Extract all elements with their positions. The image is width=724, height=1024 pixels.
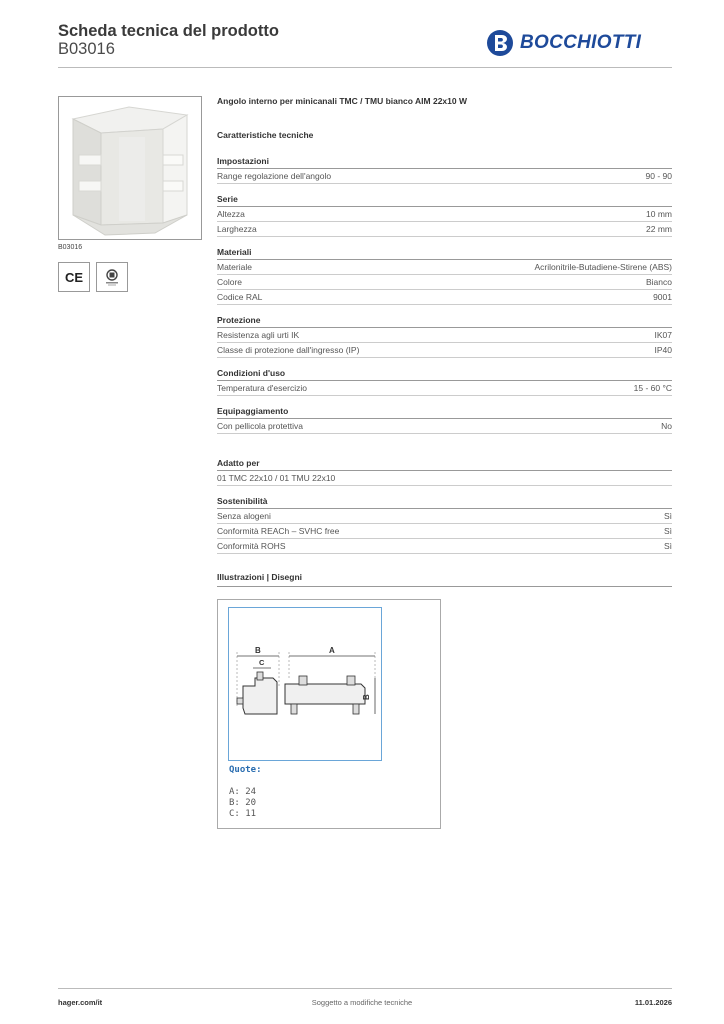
spec-row bbox=[217, 207, 672, 222]
spec-label: Classe di protezione dall'ingresso (IP) bbox=[217, 345, 360, 355]
spec-label: Conformità REACh – SVHC free bbox=[217, 526, 340, 536]
spec-value: 90 - 90 bbox=[645, 171, 672, 181]
label-a: A bbox=[329, 646, 335, 655]
spec-label: Temperatura d'esercizio bbox=[217, 383, 307, 393]
spec-value: Sì bbox=[663, 511, 672, 521]
product-image bbox=[58, 96, 202, 240]
spec-label: Colore bbox=[217, 277, 243, 287]
spec-panel bbox=[217, 96, 672, 587]
spec-row bbox=[217, 509, 672, 524]
quote-c: C: 11 bbox=[229, 809, 257, 819]
product-image-label: B03016 bbox=[58, 244, 83, 251]
spec-section-title: Adatto per bbox=[217, 458, 672, 471]
spec-sections bbox=[217, 156, 672, 434]
spec-section-title: Materiali bbox=[217, 247, 672, 260]
spec-row bbox=[217, 471, 672, 486]
spec-section bbox=[217, 247, 672, 305]
spec-value: IK07 bbox=[654, 330, 672, 340]
spec-label: Materiale bbox=[217, 262, 252, 272]
header-divider bbox=[58, 67, 672, 68]
certification-badge bbox=[96, 262, 128, 292]
brand-name: BOCCHIOTTI bbox=[520, 32, 642, 53]
brand-logo-icon bbox=[486, 29, 514, 57]
spec-row bbox=[217, 524, 672, 539]
quote-a: A: 24 bbox=[229, 787, 257, 797]
spec-row bbox=[217, 260, 672, 275]
spec-value: Acrilonitrile-Butadiene-Stirene (ABS) bbox=[534, 262, 672, 272]
product-image-drawing bbox=[59, 97, 201, 239]
technical-drawing-svg bbox=[229, 608, 381, 760]
footer-website-link[interactable]: hager.com/it bbox=[58, 998, 103, 1007]
spec-section-title: Condizioni d'uso bbox=[217, 368, 672, 381]
illustrations-title: Illustrazioni | Disegni bbox=[217, 572, 672, 587]
product-code: B03016 bbox=[58, 40, 115, 58]
spec-label: Larghezza bbox=[217, 224, 257, 234]
spec-section bbox=[217, 156, 672, 184]
spec-section-title: Serie bbox=[217, 194, 672, 207]
quote-title: Quote: bbox=[229, 765, 262, 775]
spec-section bbox=[217, 458, 672, 486]
spec-row bbox=[217, 343, 672, 358]
spec-value: 22 mm bbox=[646, 224, 672, 234]
spec-row bbox=[217, 539, 672, 554]
spec-label: Range regolazione dell'angolo bbox=[217, 171, 332, 181]
spec-section bbox=[217, 315, 672, 358]
spec-value: Bianco bbox=[646, 277, 672, 287]
spec-row bbox=[217, 381, 672, 396]
brand-logo bbox=[486, 28, 666, 58]
spec-section-title: Protezione bbox=[217, 315, 672, 328]
technical-drawing bbox=[228, 607, 382, 761]
spec-section bbox=[217, 368, 672, 396]
label-b-side: B bbox=[362, 694, 371, 700]
label-b: B bbox=[255, 646, 261, 655]
spec-row bbox=[217, 290, 672, 305]
spec-value: No bbox=[661, 421, 672, 431]
footer-date: 11.01.2026 bbox=[634, 998, 672, 1007]
spec-section bbox=[217, 194, 672, 237]
label-c: C bbox=[259, 658, 265, 667]
compat-sections bbox=[217, 458, 672, 554]
illustration-box bbox=[217, 599, 441, 829]
spec-value: IP40 bbox=[654, 345, 672, 355]
spec-section-title: Impostazioni bbox=[217, 156, 672, 169]
spec-label: Conformità ROHS bbox=[217, 541, 286, 551]
quote-b: B: 20 bbox=[229, 798, 257, 808]
spec-value: Sì bbox=[663, 541, 672, 551]
spec-label: Codice RAL bbox=[217, 292, 263, 302]
spec-row bbox=[217, 328, 672, 343]
spec-label: Con pellicola protettiva bbox=[217, 421, 303, 431]
spec-value: 10 mm bbox=[646, 209, 672, 219]
spec-row bbox=[217, 419, 672, 434]
spec-section bbox=[217, 406, 672, 434]
spec-row bbox=[217, 222, 672, 237]
certification-mark-icon bbox=[102, 267, 122, 287]
spec-row bbox=[217, 169, 672, 184]
ce-mark-text: CE bbox=[64, 269, 84, 285]
spec-value: 9001 bbox=[653, 292, 672, 302]
spec-label: 01 TMC 22x10 / 01 TMU 22x10 bbox=[217, 473, 336, 483]
spec-section-title: Equipaggiamento bbox=[217, 406, 672, 419]
footer-notice: Soggetto a modifiche tecniche bbox=[311, 998, 413, 1007]
spec-label: Senza alogeni bbox=[217, 511, 271, 521]
spec-value: Sì bbox=[663, 526, 672, 536]
side-view-shape bbox=[243, 678, 277, 714]
front-view-shape bbox=[285, 684, 365, 704]
spec-label: Altezza bbox=[217, 209, 245, 219]
spec-row bbox=[217, 275, 672, 290]
ce-mark-badge bbox=[58, 262, 90, 292]
footer-divider bbox=[58, 988, 672, 989]
spec-value: 15 - 60 °C bbox=[633, 383, 672, 393]
spec-section-title: Sostenibilità bbox=[217, 496, 672, 509]
product-description: Angolo interno per minicanali TMC / TMU bianco AIM 22x10 W bbox=[217, 96, 467, 106]
spec-label: Resistenza agli urti IK bbox=[217, 330, 300, 340]
spec-section bbox=[217, 496, 672, 554]
page-title: Scheda tecnica del prodotto bbox=[58, 22, 279, 40]
specs-heading: Caratteristiche tecniche bbox=[217, 130, 314, 140]
